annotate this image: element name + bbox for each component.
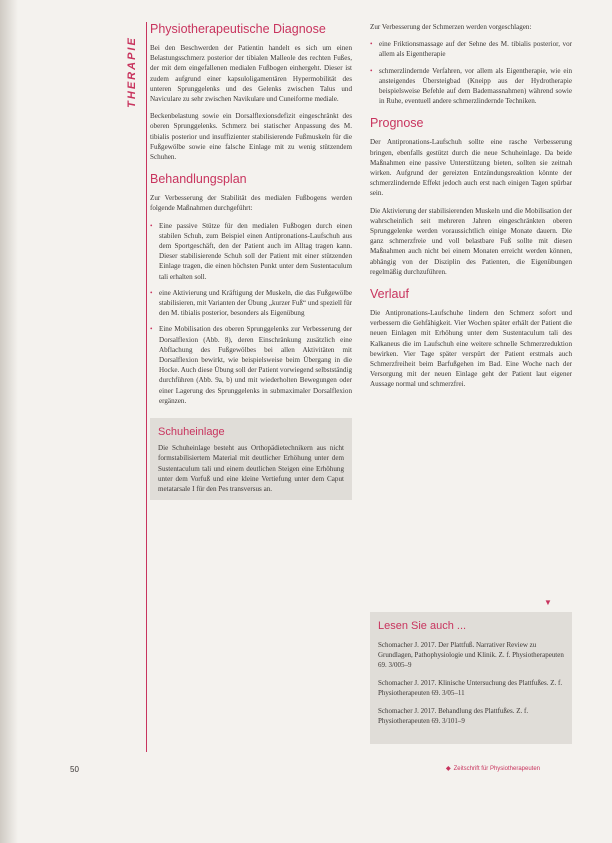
prognosis-paragraph-2: Die Aktivierung der stabilisierenden Muskeln und die Mobilisation der wahrscheinlich seit mehreren Jahren eingeschränkten oberen Sprunggelenke werden voraussichtlich einige Monate dauern. Die ganz schmerzfreie und voll belastbare Fuß sollte mit diesen Maßnahmen auch nicht bei einem Monaten erreicht werden können, abhängig von der Disziplin des Patienten, die Eigenübungen regelmäßig durchzuführen. (370, 206, 572, 276)
pain-item: • eine Friktionsmassage auf der Sehne des M. tibialis posterior, vor allem als Eigentherapie (370, 39, 572, 59)
plan-item: • Eine passive Stütze für den medialen Fußbogen durch einen stabilen Schuh, zum Beispiel einen Antipronations-Laufschuh aus dem Sportgeschäft, den der Patient auch im Alltag tragen kann. Dieser stabilisierende Schuh soll der Patient mit einer stützenden Einlage tragen, die einen höchsten Punkt unter dem Sustentaculum tali erhalten soll. (150, 221, 352, 282)
section-tab-label: THERAPIE (126, 36, 138, 108)
journal-footer-label: Zeitschrift für Physiotherapeuten (453, 766, 541, 772)
prognosis-paragraph-1: Der Antipronations-Laufschuh sollte eine rasche Verbesserung bringen, ebenfalls gestützt durch die neue Schuheinlage. Da beide Maßnahmen eine passive Unterstützung bieten, sollten sie zeitnah wirken. Aufgrund der gereizten Entzündungsreaktion könnte der schmerzlindernde Effekt jedoch auch erst nach einigen Tagen spürbar sein. (370, 138, 572, 198)
diagnosis-paragraph-1: Bei den Beschwerden der Patientin handelt es sich um einen Belastungsschmerz posterior der tibialen Malleole des rechten Fußes, der mit dem eingefallenen medialen Fußbogen einhergeht. Dieser ist zudem aufgrund einer kapsuloligamentären Hypermobilität des unteren Sprunggelenks und des Gelenks zwischen Talus und Naviculare zu sehr zwischen Navikulare und Cuneiforme mediale. (150, 44, 352, 104)
course-heading: Verlauf (370, 287, 409, 302)
reference-item: Schomacher J. 2017. Behandlung des Plattfußes. Z. f. Physiotherapeuten 69. 3/101–9 (378, 707, 529, 725)
diagnosis-paragraph-2: Beckenbelastung sowie ein Dorsalflexionsdefizit eingeschränkt des oberen Sprunggelenks. Schmerz bei statischer Anpassung des M. tibialis posterior und insuffizienter stabilisierende Fußmuskeln für die Fußgewölbe sowie eine falsche Einlage mit zu wenig stützendem Schuhen. (150, 112, 352, 162)
read-also-title: Lesen Sie auch ... (378, 620, 467, 632)
journal-footer (446, 765, 540, 772)
plan-item: • Eine Mobilisation des oberen Sprunggelenks zur Verbesserung der Dorsalflexion (Abb. 8), deren Einschränkung zusätzlich eine Abflachung des Fußgewölbes bei allen Aktivitäten mit Dorsalflexion bewirkt, wie beispielsweise beim Übergang in die Hocke. Auch diese Übung soll der Patient vorwiegend selbstständig durchführen (Abb. 9a, b) und mit wiederholten Bewegungen oder einer Lagerung des Sprunggelenks in submaximaler Dorsalflexion ergänzen. (150, 324, 352, 406)
read-also-box (370, 612, 572, 744)
section-tab (124, 22, 140, 122)
insole-box-text: Die Schuheinlage besteht aus Orthopädietechnikern aus nicht formstabilisiertem Material mit deutlicher Erhöhung unter dem Sustentaculum tali und einem deutlichen Steigen eine Erhöhung unter dem Vorfuß und eine kleine Vertiefung unter dem Caput metatarsale I für den Pes transversus an. (158, 444, 344, 493)
plan-heading: Behandlungsplan (150, 172, 247, 187)
journal-logo-icon: ◆ (446, 766, 451, 772)
prognosis-heading: Prognose (370, 116, 424, 131)
insole-box-title: Schuheinlage (158, 426, 225, 439)
right-column (370, 22, 572, 397)
pain-item: • schmerzlindernde Verfahren, vor allem als Eigentherapie, wie ein ansteigendes Übersteigbad (Kneipp aus der Hydrotherapie beispielsweise Befehle auf dem Bademassnahmen) während sowie in Ruhe, eventuell andere schmerzlindernde Techniken. (370, 66, 572, 107)
page-gutter-shadow (0, 0, 18, 843)
arrow-down-icon: ▼ (544, 598, 552, 607)
course-paragraph: Die Antipronations-Laufschuhe lindern den Schmerz sofort und verbessern die Gehfähigkeit. Vier Wochen später erhält der Patient die neuen Einlagen mit Erhöhung unter dem Sustentaculum tali des Kalkaneus die im Laufschuh eine weitere schnelle Schmerzreduktion bewirken. Vier Tage später verspürt der Patient erstmals auch Schmerzfreiheit beim Barfußgehen im Bad. Eine Woche nach der Versorgung mit der neuen Einlage geht der Patient laut eigener Aussage normal und schmerzfrei. (370, 309, 572, 389)
reference-item: Schomacher J. 2017. Klinische Untersuchung des Plattfußes. Z. f. Physiotherapeuten 69. 3/05–11 (378, 679, 563, 697)
pain-intro: Zur Verbesserung der Schmerzen werden vorgeschlagen: (370, 23, 532, 31)
section-rule (146, 22, 147, 752)
page-number: 50 (70, 765, 79, 774)
reference-item: Schomacher J. 2017. Der Plattfuß. Narrativer Review zu Grundlagen, Pathophysiologie und Klinik. Z. f. Physiotherapeuten 69. 3/005–9 (378, 641, 564, 669)
pain-list (370, 39, 572, 106)
plan-intro: Zur Verbesserung der Stabilität des medialen Fußbogens werden folgende Maßnahmen durchgeführt: (150, 194, 352, 213)
insole-info-box (150, 418, 352, 500)
left-column (150, 22, 352, 500)
plan-list (150, 221, 352, 406)
plan-item: • eine Aktivierung und Kräftigung der Muskeln, die das Fußgewölbe stabilisieren, mit Varianten der Übung „kurzer Fuß“ und speziell für den M. tibialis posterior, besonders als Eigenübung (150, 288, 352, 319)
diagnosis-heading: Physiotherapeutische Diagnose (150, 22, 326, 36)
